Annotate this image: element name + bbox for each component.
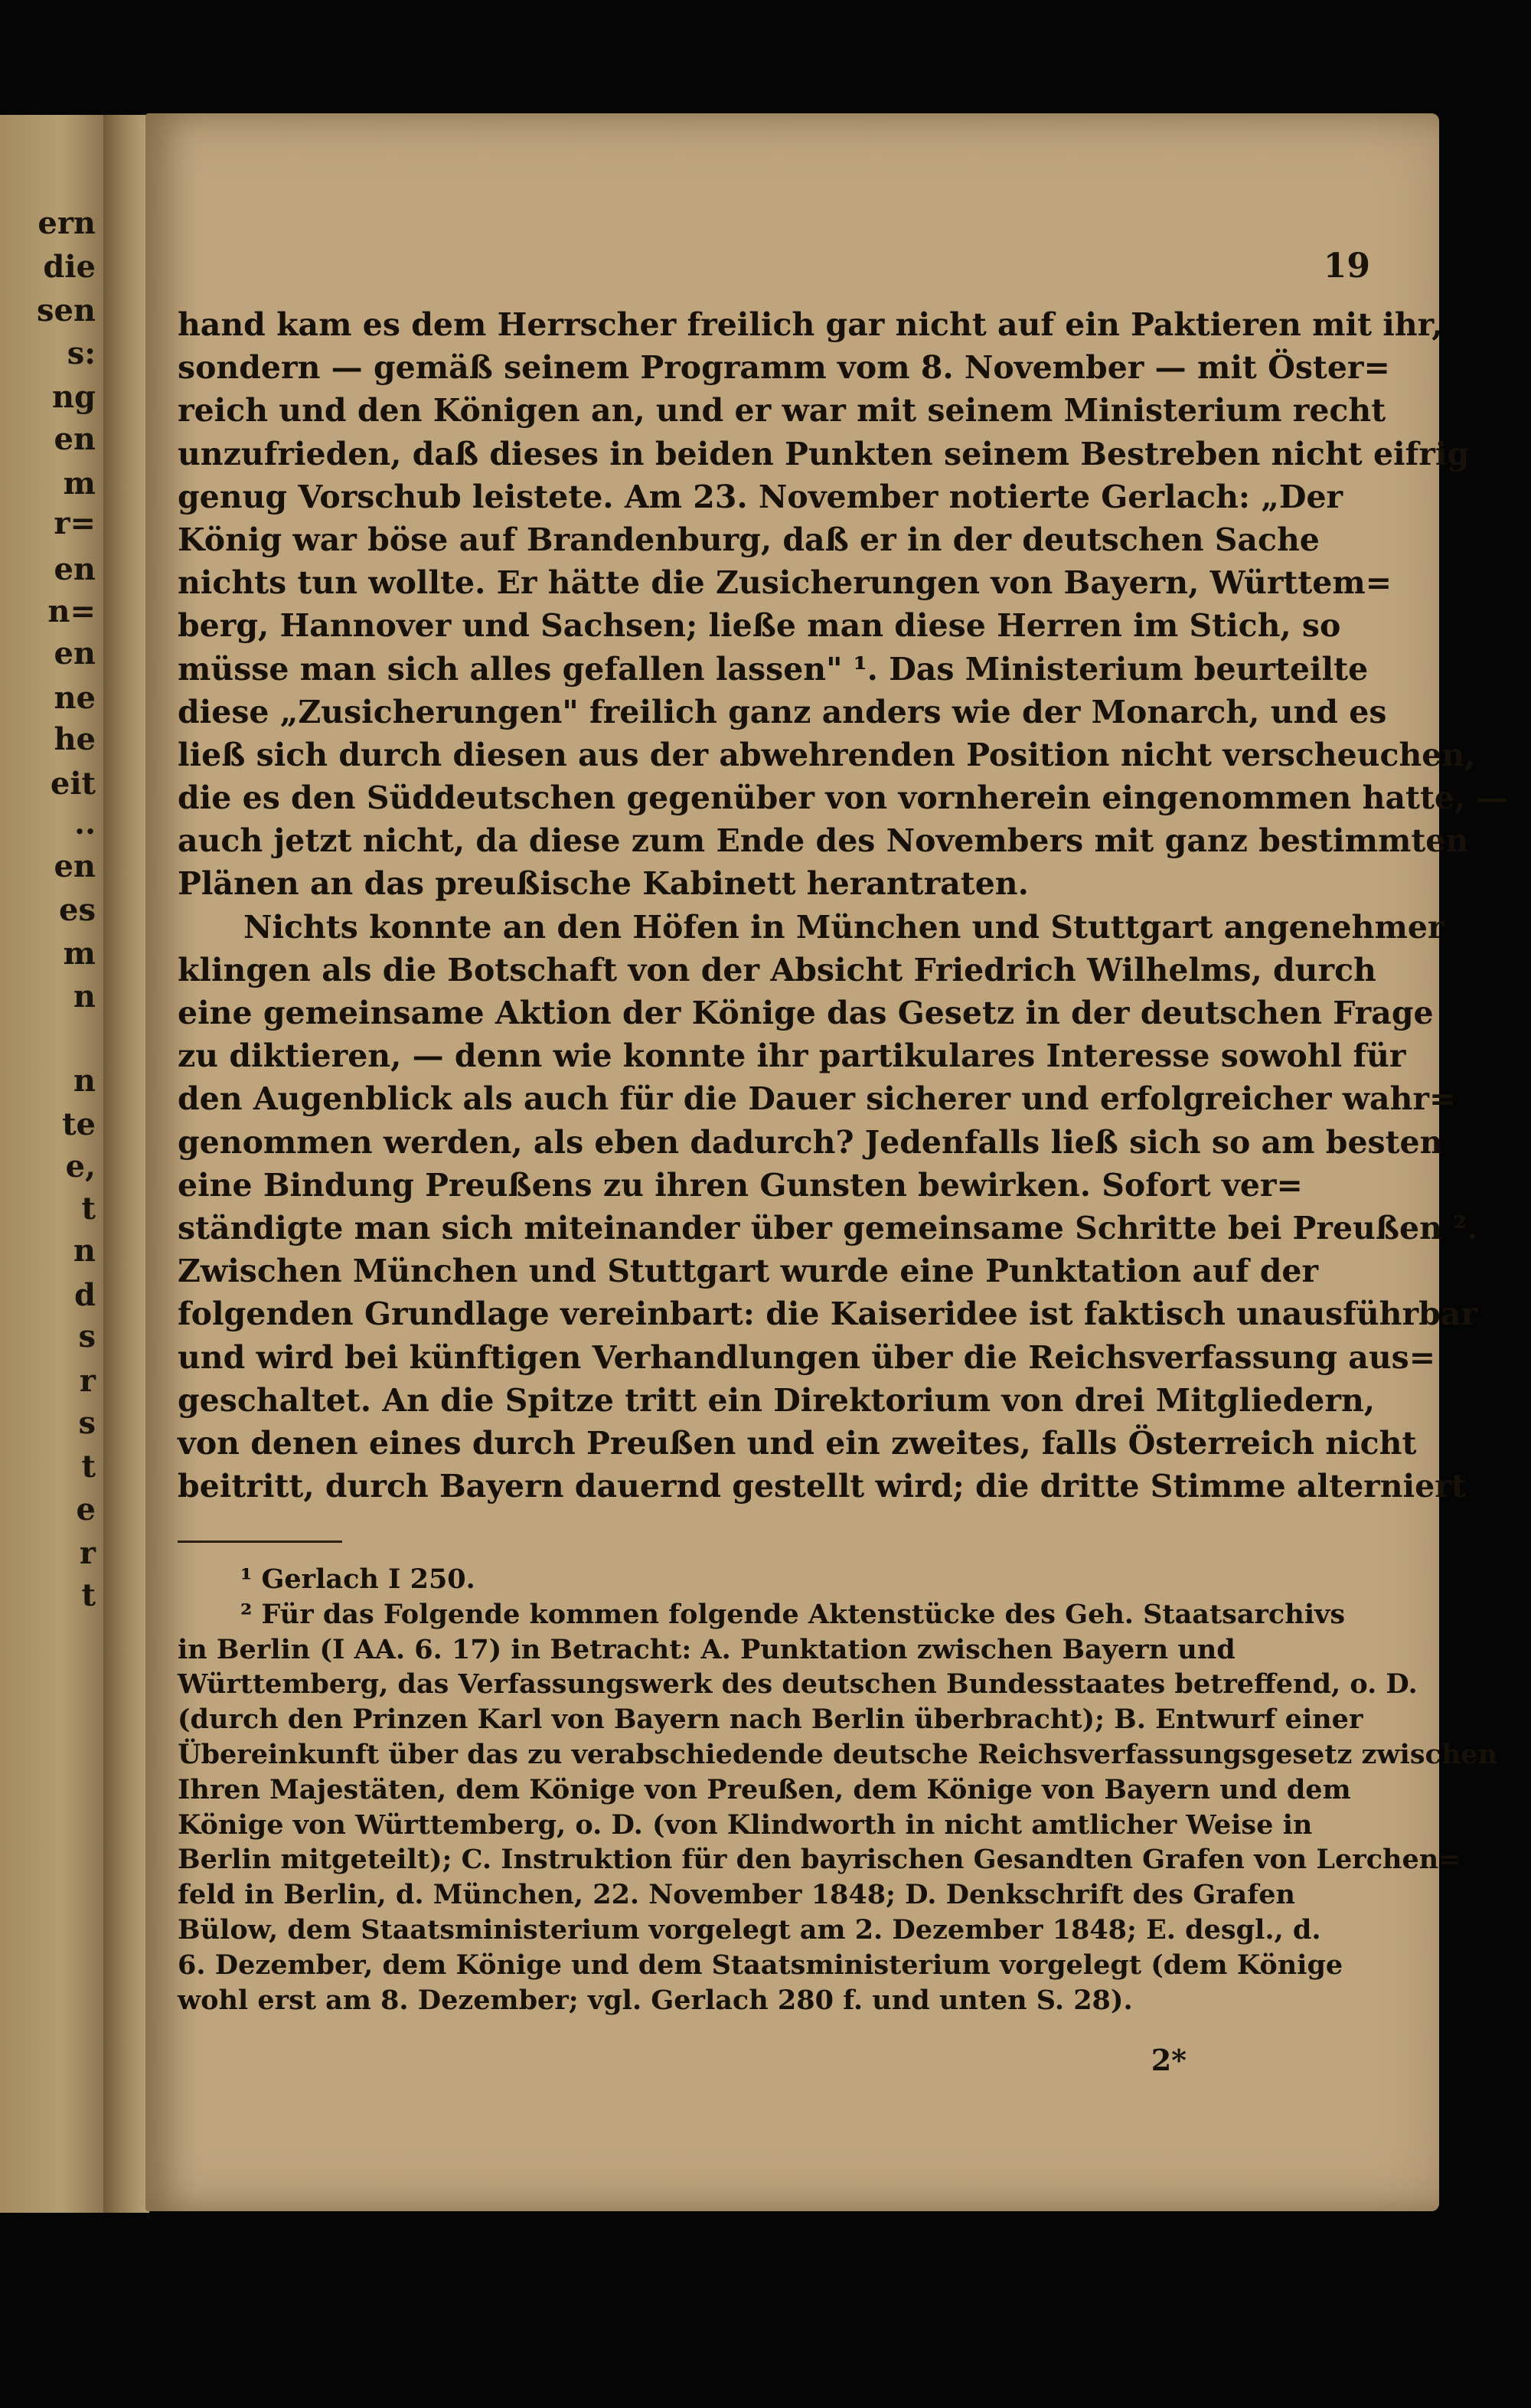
footnote-line: Könige von Württemberg, o. D. (von Klindworth in nicht amtlicher Weise in [178,1808,1313,1841]
previous-page-fragment: ng [51,379,96,415]
footnote-line: in Berlin (I AA. 6. 17) in Betracht: A. Punktation zwischen Bayern und [178,1633,1236,1665]
footnote-line: (durch den Prinzen Karl von Bayern nach Berlin überbracht); B. Entwurf einer [178,1704,1363,1736]
text-line: von denen eines durch Preußen und ein zweites, falls Österreich nicht [178,1424,1417,1462]
footnote-line: Übereinkunft über das zu verabschiedende deutsche Reichsverfassungsgesetz zwischen [178,1738,1498,1770]
previous-page-fragment: he [54,721,96,757]
text-line: folgenden Grundlage vereinbart: die Kaiseridee ist faktisch unausführbar [178,1295,1477,1333]
text-line: berg, Hannover und Sachsen; ließe man diese Herren im Stich, so [178,607,1341,645]
text-line: König war böse auf Brandenburg, daß er in der deutschen Sache [178,521,1320,558]
previous-page-fragment: t [81,1577,96,1613]
previous-page-fragment: .. [74,805,96,841]
footnote-line: Württemberg, das Verfassungswerk des deutschen Bundesstaates betreffend, o. D. [178,1668,1418,1701]
signature-mark: 2* [1151,2043,1187,2077]
footnote-line: 6. Dezember, dem Könige und dem Staatsministerium vorgelegt (dem Könige [178,1949,1343,1981]
previous-page-fragment: t [81,1191,96,1227]
previous-page-fragment: s [78,1405,96,1441]
previous-page-fragment: en [54,635,96,671]
text-line: ließ sich durch diesen aus der abwehrenden Position nicht verscheuchen, [178,736,1476,773]
footnote-line: ² Für das Folgende kommen folgende Aktenstücke des Geh. Staatsarchivs [240,1598,1346,1630]
footnote-separator [178,1541,342,1543]
previous-page-fragment: s [78,1318,96,1354]
previous-page-fragment: n [73,979,96,1014]
previous-page-fragment: ne [54,680,96,716]
previous-page-fragment: m [63,936,96,972]
text-line: müsse man sich alles gefallen lassen" ¹. Das Ministerium beurteilte [178,650,1369,688]
previous-page-fragment: en [54,421,96,457]
page-number: 19 [1323,247,1370,286]
text-line: sondern — gemäß seinem Programm vom 8. November — mit Öster= [178,349,1390,387]
text-line: klingen als die Botschaft von der Absicht Friedrich Wilhelms, durch [178,951,1376,988]
previous-page-fragment: n [73,1233,96,1269]
previous-page-fragment: n= [47,593,96,629]
text-line: den Augenblick als auch für die Dauer sicherer und erfolgreicher wahr= [178,1080,1456,1118]
text-line: die es den Süddeutschen gegenüber von vornherein eingenommen hatte, — [178,779,1508,817]
previous-page-fragment: e [76,1492,96,1527]
main-text [178,303,1508,1508]
text-line: eine gemeinsame Aktion der Könige das Gesetz in der deutschen Frage [178,995,1434,1031]
text-line: zu diktieren, — denn wie konnte ihr partikulares Interesse sowohl für [178,1037,1406,1075]
footnote-line: Bülow, dem Staatsministerium vorgelegt am 2. Dezember 1848; E. desgl., d. [178,1913,1321,1946]
footnotes [178,1562,1498,2018]
text-line: hand kam es dem Herrscher freilich gar nicht auf ein Paktieren mit ihr, [178,306,1443,343]
text-line: auch jetzt nicht, da diese zum Ende des Novembers mit ganz bestimmten [178,822,1469,860]
text-line: Nichts konnte an den Höfen in München und Stuttgart angenehmer [243,908,1444,946]
previous-page-fragment: m [63,466,96,502]
text-line: unzufrieden, daß dieses in beiden Punkten seinem Bestreben nicht eifrig [178,435,1470,472]
text-line: beitritt, durch Bayern dauernd gestellt wird; die dritte Stimme alterniert [178,1468,1466,1505]
previous-page-fragment: en [54,848,96,884]
previous-page-fragment: ern [38,205,96,241]
previous-page-fragment: die [43,249,96,285]
text-line: Zwischen München und Stuttgart wurde eine Punktation auf der [178,1253,1319,1290]
previous-page-fragment: es [59,892,96,928]
previous-page-fragment: s: [67,335,96,371]
text-line: genommen werden, als eben dadurch? Jedenfalls ließ sich so am besten [178,1123,1443,1161]
footnote-line: ¹ Gerlach I 250. [240,1563,475,1595]
previous-page-fragment: r= [54,505,96,541]
text-line: Plänen an das preußische Kabinett herantraten. [178,865,1029,903]
text-line: eine Bindung Preußens zu ihren Gunsten bewirken. Sofort ver= [178,1166,1303,1204]
footnote-line: feld in Berlin, d. München, 22. November 1848; D. Denkschrift des Grafen [178,1879,1295,1911]
text-line: nichts tun wollte. Er hätte die Zusicherungen von Bayern, Württem= [178,564,1392,602]
previous-page-fragment: e, [65,1148,96,1184]
previous-page-fragment: r [79,1535,96,1571]
previous-page-fragment: eit [50,766,96,802]
previous-page-fragment: t [81,1449,96,1485]
previous-page-fragment: sen [36,292,96,328]
footnote-line: Berlin mitgeteilt); C. Instruktion für den bayrischen Gesandten Grafen von Lerchen= [178,1844,1461,1876]
previous-page-fragment: n [73,1063,96,1099]
previous-page-fragment: d [74,1277,96,1313]
book-gutter [103,115,149,2213]
text-line: reich und den Königen an, und er war mit seinem Ministerium recht [178,392,1386,430]
previous-page-fragment: te [62,1106,96,1142]
previous-page-fragment: r [79,1363,96,1399]
text-line: und wird bei künftigen Verhandlungen über die Reichsverfassung aus= [178,1338,1436,1376]
footnote-line: Ihren Majestäten, dem Könige von Preußen, dem Könige von Bayern und dem [178,1773,1351,1805]
footnote-line: wohl erst am 8. Dezember; vgl. Gerlach 280 f. und unten S. 28). [178,1984,1133,2016]
text-line: ständigte man sich miteinander über gemeinsame Schritte bei Preußen ². [178,1209,1478,1246]
text-line: genug Vorschub leistete. Am 23. November notierte Gerlach: „Der [178,478,1343,515]
text-line: diese „Zusicherungen" freilich ganz anders wie der Monarch, und es [178,693,1387,730]
text-line: geschaltet. An die Spitze tritt ein Direktorium von drei Mitgliedern, [178,1381,1376,1419]
previous-page-fragment: en [54,551,96,587]
previous-page-edge [0,115,103,2213]
